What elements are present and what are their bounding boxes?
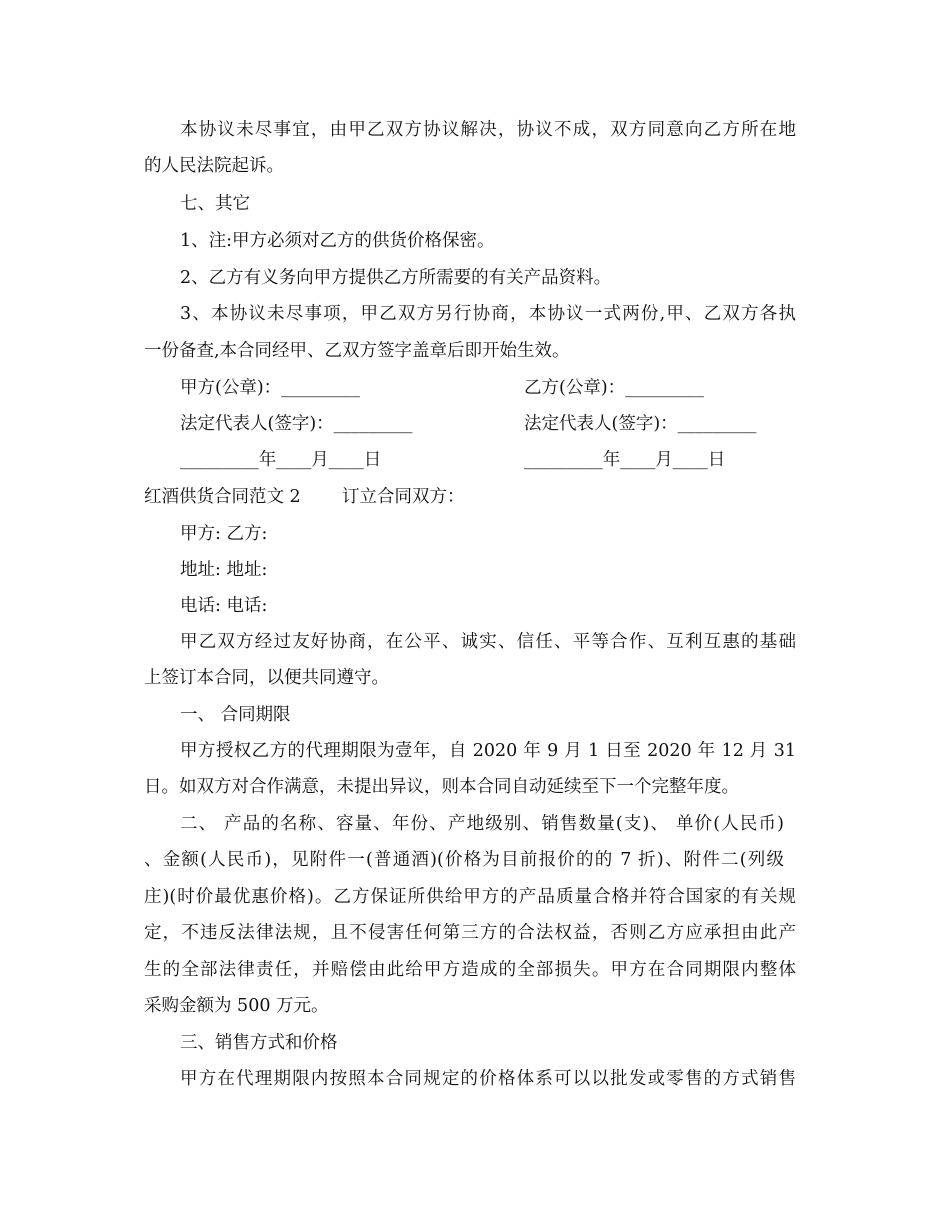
address-field: 地址: 地址: bbox=[180, 560, 268, 580]
paragraph-line: 日。如双方对合作满意，未提出异议，则本合同自动延续至下一个完整年度。 bbox=[144, 777, 739, 797]
list-item: 3、本协议未尽事项，甲乙双方另行协商，本协议一式两份,甲、乙双方各执 bbox=[180, 304, 796, 324]
signature-party-a: 甲方(公章)：_________ bbox=[180, 378, 360, 398]
paragraph-line: 、金额(人民币)，见附件一(普通酒)(价格为目前报价的的 7 折)、附件二(列级 bbox=[144, 850, 784, 870]
signature-representative-a: 法定代表人(签字)：_________ bbox=[180, 414, 413, 434]
contract-parties-label: 订立合同双方： bbox=[342, 487, 465, 507]
signature-representative-b: 法定代表人(签字)：_________ bbox=[524, 414, 757, 434]
section-heading: 七、其它 bbox=[180, 194, 250, 214]
list-item: 2、乙方有义务向甲方提供乙方所需要的有关产品资料。 bbox=[180, 268, 612, 288]
signature-date-b: _________年____月____日 bbox=[524, 450, 726, 470]
paragraph-line: 上签订本合同，以便共同遵守。 bbox=[144, 668, 389, 688]
paragraph-line: 甲乙双方经过友好协商，在公平、诚实、信任、平等合作、互利互惠的基础 bbox=[180, 632, 796, 652]
paragraph-line: 定，不违反法律法规，且不侵害任何第三方的合法权益，否则乙方应承担由此产 bbox=[144, 923, 796, 943]
paragraph-line: 本协议未尽事宜，由甲乙双方协议解决，协议不成，双方同意向乙方所在地 bbox=[180, 120, 796, 140]
paragraph-line: 的人民法院起诉。 bbox=[144, 156, 284, 176]
paragraph-line: 一份备查,本合同经甲、乙双方签字盖章后即开始生效。 bbox=[144, 341, 570, 361]
paragraph-line: 二、 产品的名称、容量、年份、产地级别、销售数量(支)、 单价(人民币) bbox=[180, 814, 784, 834]
signature-party-b: 乙方(公章)：_________ bbox=[524, 378, 704, 398]
paragraph-line: 生的全部法律责任，并赔偿由此给甲方造成的全部损失。甲方在合同期限内整体 bbox=[144, 960, 796, 980]
contract-title: 红酒供货合同范文 2 bbox=[144, 487, 301, 507]
section-heading: 一、 合同期限 bbox=[180, 705, 291, 725]
list-item: 1、注:甲方必须对乙方的供货价格保密。 bbox=[180, 231, 495, 251]
paragraph-line: 采购金额为 500 万元。 bbox=[144, 996, 329, 1016]
section-heading: 三、销售方式和价格 bbox=[180, 1033, 338, 1053]
signature-date-a: _________年____月____日 bbox=[180, 450, 382, 470]
paragraph-line: 甲方授权乙方的代理期限为壹年，自 2020 年 9 月 1 日至 2020 年 12 月 31 bbox=[180, 741, 796, 761]
paragraph-line: 庄)(时价最优惠价格)。乙方保证所供给甲方的产品质量合格并符合国家的有关规 bbox=[144, 887, 796, 907]
paragraph-line: 甲方在代理期限内按照本合同规定的价格体系可以以批发或零售的方式销售 bbox=[180, 1069, 796, 1089]
party-field: 甲方: 乙方: bbox=[180, 524, 268, 544]
phone-field: 电话: 电话: bbox=[180, 596, 268, 616]
